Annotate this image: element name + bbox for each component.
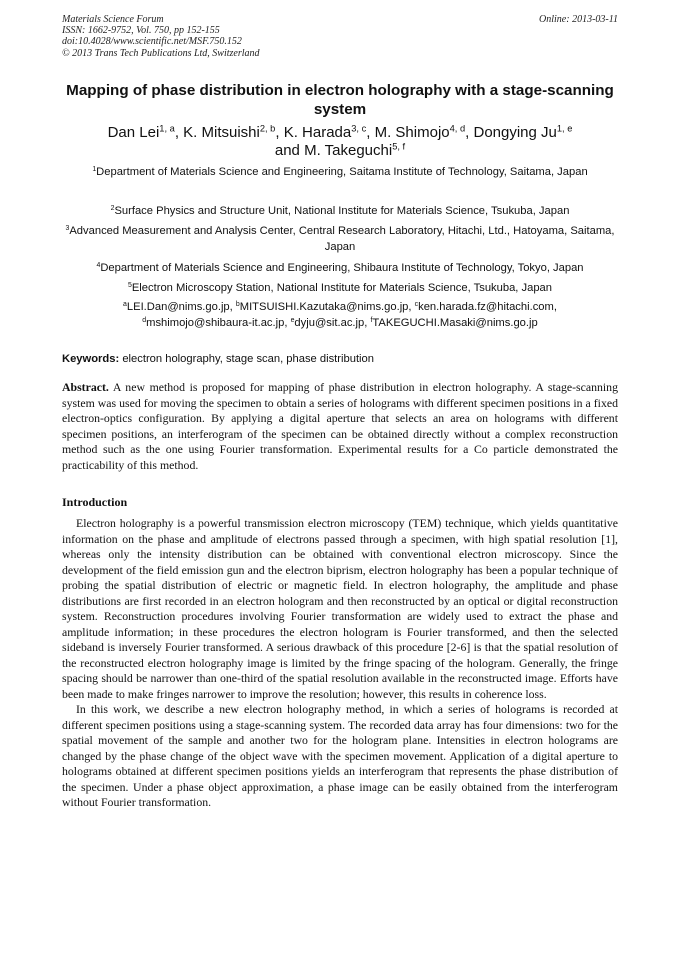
email-sup: c — [414, 300, 419, 308]
author-sup: 4, d — [449, 123, 466, 134]
journal-header — [62, 14, 618, 59]
copyright-line: © 2013 Trans Tech Publications Ltd, Switzerland — [62, 47, 260, 59]
keywords-line — [62, 352, 618, 366]
author-name: M. Takeguchi — [304, 142, 393, 159]
author-sup: 1, e — [556, 123, 573, 134]
affiliation-4 — [62, 261, 618, 277]
email-sup: f — [370, 316, 373, 324]
affiliation-sup: 1 — [92, 165, 97, 173]
email-address: MITSUISHI.Kazutaka@nims.go.jp — [239, 301, 409, 313]
abstract-label: Abstract. — [62, 380, 109, 394]
journal-name: Materials Science Forum — [62, 14, 164, 25]
affiliation-text: Department of Materials Science and Engineering, Shibaura Institute of Technology, Tokyo, Japan — [100, 262, 584, 274]
affiliation-1 — [62, 165, 618, 181]
author-name: M. Shimojo — [374, 124, 450, 141]
author-name: Dan Lei — [107, 124, 160, 141]
affiliation-sup: 5 — [127, 281, 132, 289]
doi-line: doi:10.4028/www.scientific.net/MSF.750.152 — [62, 36, 242, 48]
email-sup: e — [290, 316, 295, 324]
affiliation-5 — [62, 281, 618, 297]
email-sup: a — [123, 300, 127, 308]
affiliation-sup: 2 — [110, 204, 115, 212]
email-sup: d — [142, 316, 147, 324]
email-address: ken.harada.fz@hitachi.com — [418, 301, 554, 313]
email-address: mshimojo@shibaura-it.ac.jp — [146, 316, 285, 329]
section-heading-introduction: Introduction — [62, 495, 128, 509]
email-address: TAKEGUCHI.Masaki@nims.go.jp — [372, 316, 538, 329]
issn-line: ISSN: 1662-9752, Vol. 750, pp 152-155 — [62, 25, 220, 37]
email-sup: b — [235, 300, 240, 308]
email-list: $^a$LEI.Dan@nims.go.jp, $^b$MITSUISHI.Kazutaka@nims.go.jp, $^c$ken.harada.fz@hitachi.com, $^d$mshimojo@shibaura-it.ac.jp, $^e$dyju@sit.ac.jp, $^f$TAKEGUCHI.Masaki@nims.go.jp — [123, 300, 557, 329]
email-address: dyju@sit.ac.jp — [294, 316, 365, 329]
abstract-text: A new method is proposed for mapping of phase distribution in electron holography. A stage-scanning system was used for moving the specimen to obtain a series of holograms with different specimen positions in a fixed electron-optics configuration. By applying a digital aperture that selects an area on holograms with different specimen positions, an interferogram of the specimen can be obtained directly without a complex reconstruction method such as the one using Fourier transformation. Experimental results for a Co particle demonstrated the practicability of this method. — [62, 380, 618, 472]
author-name: K. Harada — [283, 124, 352, 141]
author-sup: 2, b — [259, 123, 276, 134]
author-name: K. Mitsuishi — [183, 124, 260, 141]
affiliation-text: Electron Microscopy Station, National Institute for Materials Science, Tsukuba, Japan — [131, 282, 552, 294]
affiliation-text: Surface Physics and Structure Unit, National Institute for Materials Science, Tsukuba, Japan — [114, 205, 570, 217]
abstract-block — [62, 380, 618, 473]
keywords-text: electron holography, stage scan, phase distribution — [122, 353, 374, 365]
online-date: Online: 2013-03-11 — [539, 14, 618, 25]
affiliation-2 — [62, 204, 618, 220]
body-paragraph: In this work, we describe a new electron holography method, in which a series of holograms is recorded at different specimen positions using a stage-scanning system. The recorded data array has four dimensions: two for the spatial movement of the sample and another two for the hologram plane. Intensities in electron holograms are changed by the phase change of the object wave with the specimen movement. Application of a digital aperture to holograms obtained at different specimen positions yields an interferogram that represents the phase distribution of the specimen. Under a phase object approximation, a phase image can be easily obtained from the interferogram without Fourier transformation. — [62, 702, 618, 809]
affiliation-sup: 4 — [96, 261, 101, 269]
affiliation-text: Department of Materials Science and Engineering, Saitama Institute of Technology, Saitama, Japan — [96, 166, 588, 178]
paper-title: Mapping of phase distribution in electron holography with a stage-scanning system — [66, 82, 614, 118]
affiliation-sup: 3 — [65, 224, 70, 232]
affiliation-3 — [62, 224, 618, 255]
introduction-body — [62, 516, 618, 811]
author-sup: 1, a — [159, 123, 175, 134]
email-address: LEI.Dan@nims.go.jp — [126, 301, 230, 313]
body-paragraph: Electron holography is a powerful transmission electron microscopy (TEM) technique, which yields quantitative information on the phase and amplitude of electrons passed through a specimen, with high spatial resolution [1], whereas only the intensity distribution can be obtained with conventional electron microscopy. Since the development of the field emission gun and the electron biprism, electron holography has been a popular technique of probing the spatial distribution of electric or magnetic field. In electron holography, the amplitude and phase distributions are first recorded in an electron hologram and then reconstructed by an optical or digital reconstruction system. Reconstruction procedures involving Fourier transformation are widely used to extract the phase and amplitude information; in these procedures the electron hologram is Fourier transformed, and then the selected sideband is inversely Fourier transformed. A serious drawback of this procedure [2-6] is that the spatial resolution of the reconstructed electron holography image is limited by the fringe spacing of the hologram. Generally, the fringe spacing should be narrower than one-third of the spatial resolution available in the reconstructed image. Efforts have been made to make fringes narrower to improve the resolution; however, this results in coherence loss. — [62, 516, 618, 701]
keywords-label: Keywords: — [62, 353, 120, 365]
affiliation-text: Advanced Measurement and Analysis Center, Central Research Laboratory, Hitachi, Ltd., Hatoyama, Saitama, Japan — [69, 225, 615, 253]
author-name: Dongying Ju — [473, 124, 557, 141]
author-sup: 5, f — [392, 141, 406, 152]
author-list: Dan Lei$^{1, a}$, K. Mitsuishi$^{2, b}$, K. Harada$^{3, c}$, M. Shimojo$^{4, d}$, Dongying Ju$^{1, e}$ and M. Takeguchi$^{5, f}$ — [107, 123, 573, 159]
author-sup: 3, c — [351, 123, 367, 134]
